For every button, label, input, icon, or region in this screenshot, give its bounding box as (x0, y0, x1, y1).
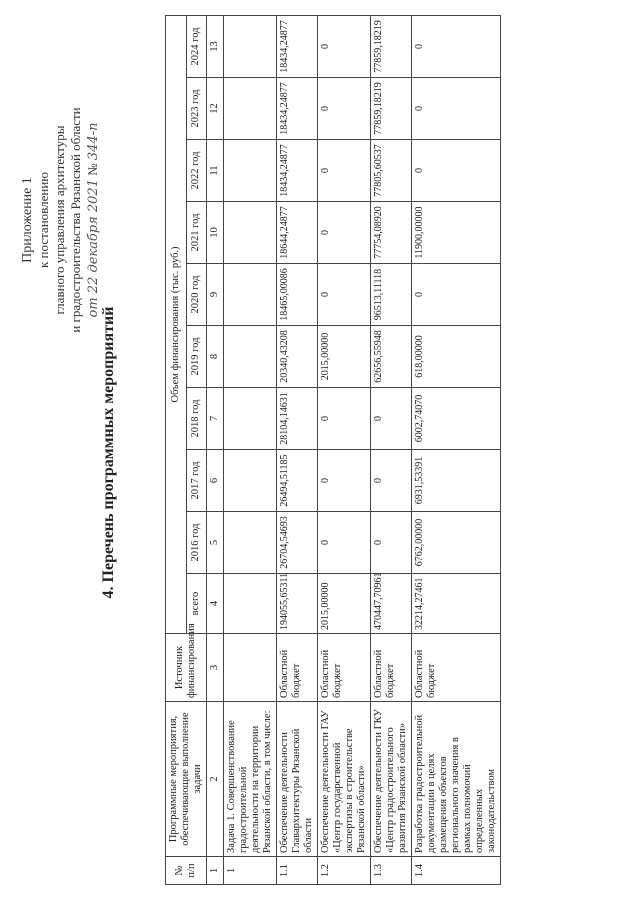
year-value-cell: 0 (412, 15, 501, 77)
year-value-cell (224, 15, 277, 77)
header-year: 2022 год (186, 140, 207, 202)
year-value-cell: 0 (318, 202, 371, 264)
column-number: 6 (207, 450, 224, 512)
column-number: 8 (207, 326, 224, 388)
program-measures-table (165, 15, 501, 885)
year-value-cell: 18434,24877 (277, 15, 318, 77)
source-cell: Областной бюджет (318, 634, 371, 702)
appendix-title: Приложение 1 (20, 177, 35, 263)
header-year: 2021 год (186, 202, 207, 264)
table-row (318, 15, 371, 884)
column-number: 2 (207, 702, 224, 857)
year-value-cell (224, 202, 277, 264)
row-number-cell: 1.3 (371, 857, 412, 885)
column-number-row (207, 15, 224, 884)
year-value-cell: 0 (318, 388, 371, 450)
header-row-1 (166, 15, 187, 884)
header-volume: Объем финансирования (тыс. руб.) (166, 15, 187, 633)
year-value-cell: 26494,51185 (277, 450, 318, 512)
header-year: 2019 год (186, 326, 207, 388)
column-number: 10 (207, 202, 224, 264)
column-number: 4 (207, 574, 224, 634)
year-value-cell: 0 (318, 264, 371, 326)
total-cell: 2015,00000 (318, 574, 371, 634)
source-cell: Областной бюджет (277, 634, 318, 702)
year-value-cell: 6002,74070 (412, 388, 501, 450)
year-value-cell (224, 512, 277, 574)
year-value-cell: 0 (318, 78, 371, 140)
column-number: 7 (207, 388, 224, 450)
source-cell: Областной бюджет (371, 634, 412, 702)
source-cell: Областной бюджет (412, 634, 501, 702)
year-value-cell (224, 326, 277, 388)
column-number: 13 (207, 15, 224, 77)
table-row (371, 15, 412, 884)
year-value-cell: 20340,43208 (277, 326, 318, 388)
year-value-cell: 0 (412, 78, 501, 140)
year-value-cell (224, 388, 277, 450)
year-value-cell: 62656,55948 (371, 326, 412, 388)
year-value-cell (224, 140, 277, 202)
year-value-cell: 18434,24877 (277, 140, 318, 202)
year-value-cell: 77805,60537 (371, 140, 412, 202)
total-cell: 194055,65311 (277, 574, 318, 634)
header-measure: Программные мероприятия, обеспечивающие выполнение задачи (166, 702, 207, 857)
header-year: 2023 год (186, 78, 207, 140)
year-value-cell: 18434,24877 (277, 78, 318, 140)
year-value-cell: 77754,08920 (371, 202, 412, 264)
year-value-cell: 28104,14631 (277, 388, 318, 450)
measure-cell: Обеспечение деятельности ГАУ «Центр государственной экспертизы в строительстве Рязанской области» (318, 702, 371, 857)
row-number-cell: 1.1 (277, 857, 318, 885)
year-value-cell: 6931,53391 (412, 450, 501, 512)
year-value-cell: 0 (318, 140, 371, 202)
year-value-cell: 96513,11118 (371, 264, 412, 326)
year-value-cell: 6762,00000 (412, 512, 501, 574)
year-value-cell: 0 (318, 450, 371, 512)
table-body (224, 15, 501, 884)
year-value-cell: 26704,54693 (277, 512, 318, 574)
year-value-cell: 0 (412, 264, 501, 326)
measure-cell: Обеспечение деятельности Главархитектуры Рязанской области (277, 702, 318, 857)
column-number: 1 (207, 857, 224, 885)
column-number: 12 (207, 78, 224, 140)
header-year: 2017 год (186, 450, 207, 512)
column-number: 11 (207, 140, 224, 202)
row-number-cell: 1.4 (412, 857, 501, 885)
header-year: 2024 год (186, 15, 207, 77)
year-value-cell: 18644,24877 (277, 202, 318, 264)
header-total: всего (186, 574, 207, 634)
handwritten-number: 344-п (86, 122, 101, 161)
total-cell: 32214,27461 (412, 574, 501, 634)
table-row (277, 15, 318, 884)
source-cell (224, 634, 277, 702)
year-value-cell: 0 (412, 140, 501, 202)
column-number: 5 (207, 512, 224, 574)
page-title: 4. Перечень программных мероприятий (100, 306, 117, 599)
year-value-cell: 77859,18219 (371, 15, 412, 77)
year-value-cell: 2015,00000 (318, 326, 371, 388)
measure-cell: Разработка градостроительной документации в целях размещения объектов регионального значения в рамках полномочий определенных законодательством (412, 702, 501, 857)
header-num: № п/п (166, 857, 207, 885)
appendix-line-1: к постановлению (36, 171, 51, 269)
column-number: 9 (207, 264, 224, 326)
year-value-cell: 0 (371, 388, 412, 450)
column-number: 3 (207, 634, 224, 702)
appendix-block (20, 40, 102, 400)
total-cell (224, 574, 277, 634)
year-value-cell: 0 (371, 450, 412, 512)
year-value-cell: 0 (318, 512, 371, 574)
appendix-line-3: и градостроительства Рязанской области (68, 107, 83, 333)
year-value-cell: 618,00000 (412, 326, 501, 388)
header-year: 2018 год (186, 388, 207, 450)
number-label: № (85, 163, 100, 176)
measure-cell: Обеспечение деятельности ГКУ «Центр градостроительного развития Рязанской области» (371, 702, 412, 857)
year-value-cell: 18465,00086 (277, 264, 318, 326)
year-value-cell: 0 (371, 512, 412, 574)
year-value-cell (224, 78, 277, 140)
table-row (412, 15, 501, 884)
year-value-cell: 0 (318, 15, 371, 77)
table-row (224, 15, 277, 884)
header-year: 2020 год (186, 264, 207, 326)
appendix-line-2: главного управления архитектуры (52, 125, 67, 315)
row-number-cell: 1.2 (318, 857, 371, 885)
year-value-cell: 11900,00000 (412, 202, 501, 264)
header-source: Источник финансирования (166, 634, 207, 702)
header-year: 2016 год (186, 512, 207, 574)
row-number-cell: 1 (224, 857, 277, 885)
total-cell: 470447,70961 (371, 574, 412, 634)
measure-cell: Задача 1. Совершенствование градостроительной деятельности на территории Рязанской области, в том числе: (224, 702, 277, 857)
year-value-cell: 77859,18219 (371, 78, 412, 140)
year-value-cell (224, 450, 277, 512)
year-value-cell (224, 264, 277, 326)
handwritten-date: от 22 декабря 2021 (86, 179, 101, 318)
